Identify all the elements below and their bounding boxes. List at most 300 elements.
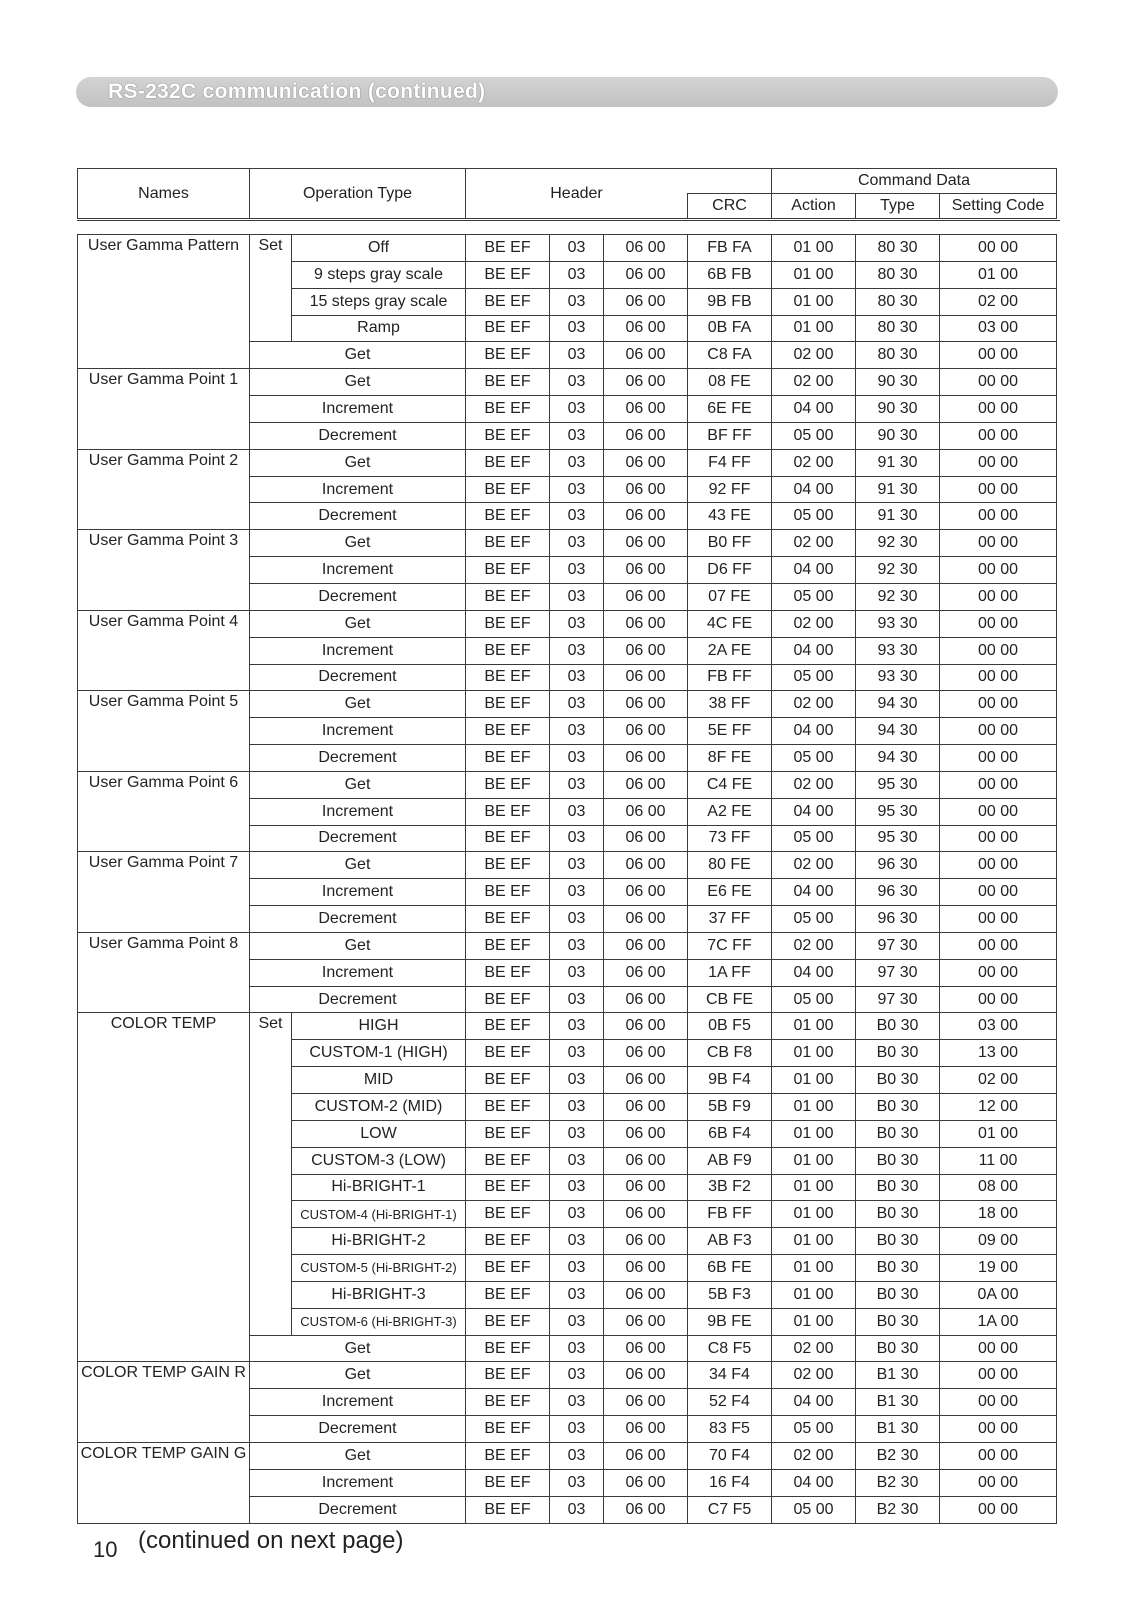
type-value: 94 30	[856, 691, 940, 718]
header-byte-2: 03	[550, 476, 604, 503]
setting-code-value: 00 00	[940, 771, 1057, 798]
header-operation-type: Operation Type	[250, 169, 466, 219]
type-value: B0 30	[856, 1335, 940, 1362]
type-value: 96 30	[856, 906, 940, 933]
header-byte-2: 03	[550, 1120, 604, 1147]
header-byte-2: 03	[550, 1255, 604, 1282]
setting-code-value: 00 00	[940, 1335, 1057, 1362]
crc-value: 07 FE	[688, 583, 772, 610]
header-byte-3: 06 00	[604, 503, 688, 530]
crc-value: BF FF	[688, 422, 772, 449]
crc-value: F4 FF	[688, 449, 772, 476]
header-type: Type	[856, 194, 940, 219]
operation-type: Increment	[250, 879, 466, 906]
operation-type: Get	[250, 852, 466, 879]
setting-code-value: 00 00	[940, 1469, 1057, 1496]
header-byte-1: BE EF	[466, 610, 550, 637]
action-value: 01 00	[772, 1040, 856, 1067]
table-row	[78, 691, 1057, 718]
action-value: 04 00	[772, 476, 856, 503]
setting-code-value: 00 00	[940, 745, 1057, 772]
action-value: 01 00	[772, 1281, 856, 1308]
header-byte-3: 06 00	[604, 771, 688, 798]
crc-value: 9B FB	[688, 288, 772, 315]
header-byte-1: BE EF	[466, 1281, 550, 1308]
header-byte-3: 06 00	[604, 396, 688, 423]
header-byte-1: BE EF	[466, 1040, 550, 1067]
type-value: 96 30	[856, 879, 940, 906]
header-byte-2: 03	[550, 557, 604, 584]
action-value: 01 00	[772, 1013, 856, 1040]
header-byte-3: 06 00	[604, 342, 688, 369]
header-byte-1: BE EF	[466, 557, 550, 584]
header-byte-2: 03	[550, 1228, 604, 1255]
table-row	[78, 932, 1057, 959]
continued-note: (continued on next page)	[138, 1527, 404, 1554]
crc-value: 2A FE	[688, 637, 772, 664]
action-value: 01 00	[772, 261, 856, 288]
header-byte-2: 03	[550, 932, 604, 959]
command-table-header	[77, 168, 1057, 219]
header-byte-1: BE EF	[466, 1067, 550, 1094]
crc-value: 08 FE	[688, 369, 772, 396]
header-byte-2: 03	[550, 906, 604, 933]
header-byte-3: 06 00	[604, 932, 688, 959]
command-table	[77, 234, 1057, 1524]
header-byte-1: BE EF	[466, 1416, 550, 1443]
header-byte-2: 03	[550, 315, 604, 342]
operation-type: Decrement	[250, 1416, 466, 1443]
operation-type: Increment	[250, 396, 466, 423]
operation-type: 9 steps gray scale	[292, 261, 466, 288]
header-byte-3: 06 00	[604, 745, 688, 772]
crc-value: C7 F5	[688, 1496, 772, 1523]
command-name: COLOR TEMP	[78, 1013, 250, 1362]
action-value: 02 00	[772, 1442, 856, 1469]
type-value: 80 30	[856, 342, 940, 369]
header-byte-2: 03	[550, 261, 604, 288]
header-byte-1: BE EF	[466, 1174, 550, 1201]
setting-code-value: 09 00	[940, 1228, 1057, 1255]
header-byte-3: 06 00	[604, 852, 688, 879]
type-value: B0 30	[856, 1308, 940, 1335]
header-byte-3: 06 00	[604, 583, 688, 610]
type-value: 80 30	[856, 261, 940, 288]
header-byte-1: BE EF	[466, 1335, 550, 1362]
header-byte-1: BE EF	[466, 1201, 550, 1228]
header-byte-2: 03	[550, 1013, 604, 1040]
header-byte-1: BE EF	[466, 369, 550, 396]
header-byte-1: BE EF	[466, 342, 550, 369]
crc-value: CB FE	[688, 986, 772, 1013]
action-value: 04 00	[772, 798, 856, 825]
header-byte-1: BE EF	[466, 1389, 550, 1416]
header-byte-3: 06 00	[604, 1228, 688, 1255]
operation-type: Hi-BRIGHT-2	[292, 1228, 466, 1255]
page-number: 10	[93, 1537, 118, 1562]
type-value: 96 30	[856, 852, 940, 879]
action-value: 05 00	[772, 986, 856, 1013]
header-divider	[77, 220, 1060, 221]
header-byte-3: 06 00	[604, 1335, 688, 1362]
header-byte-2: 03	[550, 1281, 604, 1308]
setting-code-value: 00 00	[940, 825, 1057, 852]
crc-value: C8 FA	[688, 342, 772, 369]
action-value: 04 00	[772, 557, 856, 584]
setting-code-value: 00 00	[940, 1389, 1057, 1416]
crc-value: AB F3	[688, 1228, 772, 1255]
operation-type: Get	[250, 342, 466, 369]
setting-code-value: 00 00	[940, 235, 1057, 262]
crc-value: 7C FF	[688, 932, 772, 959]
crc-value: AB F9	[688, 1147, 772, 1174]
setting-code-value: 00 00	[940, 1362, 1057, 1389]
header-byte-1: BE EF	[466, 1362, 550, 1389]
header-byte-2: 03	[550, 1496, 604, 1523]
header-byte-1: BE EF	[466, 1120, 550, 1147]
action-value: 01 00	[772, 235, 856, 262]
operation-type: Increment	[250, 557, 466, 584]
type-value: B1 30	[856, 1416, 940, 1443]
header-byte-1: BE EF	[466, 1255, 550, 1282]
operation-type: Get	[250, 1442, 466, 1469]
section-banner	[76, 77, 1058, 107]
operation-type: Decrement	[250, 906, 466, 933]
crc-value: 80 FE	[688, 852, 772, 879]
header-byte-2: 03	[550, 583, 604, 610]
type-value: B2 30	[856, 1442, 940, 1469]
type-value: B1 30	[856, 1389, 940, 1416]
header-byte-1: BE EF	[466, 503, 550, 530]
crc-value: 52 F4	[688, 1389, 772, 1416]
crc-value: D6 FF	[688, 557, 772, 584]
operation-type: Ramp	[292, 315, 466, 342]
type-value: 90 30	[856, 422, 940, 449]
action-value: 02 00	[772, 610, 856, 637]
setting-code-value: 0A 00	[940, 1281, 1057, 1308]
header-byte-2: 03	[550, 288, 604, 315]
setting-code-value: 00 00	[940, 664, 1057, 691]
header-byte-1: BE EF	[466, 825, 550, 852]
action-value: 04 00	[772, 879, 856, 906]
operation-type: Hi-BRIGHT-1	[292, 1174, 466, 1201]
table-row	[78, 1362, 1057, 1389]
table-row	[78, 449, 1057, 476]
operation-type: Increment	[250, 718, 466, 745]
header-byte-2: 03	[550, 664, 604, 691]
setting-code-value: 00 00	[940, 342, 1057, 369]
header-byte-2: 03	[550, 798, 604, 825]
header-byte-1: BE EF	[466, 476, 550, 503]
action-value: 04 00	[772, 637, 856, 664]
crc-value: 3B F2	[688, 1174, 772, 1201]
setting-code-value: 18 00	[940, 1201, 1057, 1228]
operation-type: Decrement	[250, 422, 466, 449]
operation-type: CUSTOM-3 (LOW)	[292, 1147, 466, 1174]
type-value: 97 30	[856, 986, 940, 1013]
setting-code-value: 00 00	[940, 718, 1057, 745]
header-byte-3: 06 00	[604, 1496, 688, 1523]
header-byte-1: BE EF	[466, 261, 550, 288]
table-row	[78, 771, 1057, 798]
header-byte-3: 06 00	[604, 798, 688, 825]
header-byte-3: 06 00	[604, 1362, 688, 1389]
command-name: User Gamma Point 8	[78, 932, 250, 1013]
set-label: Set	[250, 1013, 292, 1335]
header-byte-3: 06 00	[604, 422, 688, 449]
header-byte-2: 03	[550, 1067, 604, 1094]
setting-code-value: 00 00	[940, 476, 1057, 503]
type-value: B0 30	[856, 1094, 940, 1121]
header-byte-2: 03	[550, 422, 604, 449]
operation-type: Off	[292, 235, 466, 262]
header-byte-2: 03	[550, 1308, 604, 1335]
type-value: B0 30	[856, 1281, 940, 1308]
header-byte-3: 06 00	[604, 986, 688, 1013]
crc-value: 5B F3	[688, 1281, 772, 1308]
header-byte-3: 06 00	[604, 637, 688, 664]
header-byte-1: BE EF	[466, 235, 550, 262]
operation-type: Decrement	[250, 986, 466, 1013]
crc-value: 16 F4	[688, 1469, 772, 1496]
command-name: User Gamma Point 3	[78, 530, 250, 611]
header-byte-1: BE EF	[466, 664, 550, 691]
operation-type: Decrement	[250, 664, 466, 691]
type-value: 97 30	[856, 932, 940, 959]
header-byte-1: BE EF	[466, 637, 550, 664]
setting-code-value: 03 00	[940, 1013, 1057, 1040]
type-value: 91 30	[856, 476, 940, 503]
action-value: 05 00	[772, 1416, 856, 1443]
header-byte-2: 03	[550, 530, 604, 557]
action-value: 05 00	[772, 664, 856, 691]
type-value: B0 30	[856, 1067, 940, 1094]
crc-value: 6B FB	[688, 261, 772, 288]
header-byte-2: 03	[550, 1201, 604, 1228]
header-byte-1: BE EF	[466, 1094, 550, 1121]
action-value: 01 00	[772, 315, 856, 342]
table-row	[78, 852, 1057, 879]
crc-value: E6 FE	[688, 879, 772, 906]
type-value: 95 30	[856, 825, 940, 852]
setting-code-value: 1A 00	[940, 1308, 1057, 1335]
header-byte-2: 03	[550, 959, 604, 986]
header-byte-1: BE EF	[466, 1228, 550, 1255]
header-crc: CRC	[688, 194, 772, 219]
action-value: 02 00	[772, 852, 856, 879]
header-byte-2: 03	[550, 1335, 604, 1362]
header-byte-1: BE EF	[466, 1013, 550, 1040]
type-value: 92 30	[856, 583, 940, 610]
crc-value: 6B F4	[688, 1120, 772, 1147]
setting-code-value: 00 00	[940, 986, 1057, 1013]
header-byte-2: 03	[550, 825, 604, 852]
action-value: 01 00	[772, 1067, 856, 1094]
setting-code-value: 00 00	[940, 1496, 1057, 1523]
header-byte-3: 06 00	[604, 879, 688, 906]
setting-code-value: 11 00	[940, 1147, 1057, 1174]
header-byte-3: 06 00	[604, 825, 688, 852]
type-value: B0 30	[856, 1228, 940, 1255]
header-byte-2: 03	[550, 745, 604, 772]
header-byte-2: 03	[550, 1040, 604, 1067]
operation-type: Increment	[250, 798, 466, 825]
table-row	[78, 1013, 1057, 1040]
type-value: B1 30	[856, 1362, 940, 1389]
action-value: 01 00	[772, 1255, 856, 1282]
crc-value: 9B F4	[688, 1067, 772, 1094]
type-value: B0 30	[856, 1255, 940, 1282]
type-value: 90 30	[856, 396, 940, 423]
crc-value: 92 FF	[688, 476, 772, 503]
header-byte-1: BE EF	[466, 1469, 550, 1496]
header-byte-3: 06 00	[604, 261, 688, 288]
type-value: 93 30	[856, 610, 940, 637]
command-name: User Gamma Point 6	[78, 771, 250, 852]
command-name: User Gamma Point 7	[78, 852, 250, 933]
type-value: 80 30	[856, 288, 940, 315]
header-byte-3: 06 00	[604, 369, 688, 396]
header-names: Names	[78, 169, 250, 219]
type-value: B2 30	[856, 1496, 940, 1523]
header-byte-3: 06 00	[604, 1013, 688, 1040]
setting-code-value: 00 00	[940, 396, 1057, 423]
header-byte-1: BE EF	[466, 315, 550, 342]
set-label: Set	[250, 235, 292, 342]
action-value: 04 00	[772, 396, 856, 423]
setting-code-value: 00 00	[940, 906, 1057, 933]
table-row	[78, 610, 1057, 637]
crc-value: A2 FE	[688, 798, 772, 825]
type-value: 95 30	[856, 771, 940, 798]
action-value: 01 00	[772, 1308, 856, 1335]
setting-code-value: 00 00	[940, 449, 1057, 476]
action-value: 01 00	[772, 1147, 856, 1174]
action-value: 05 00	[772, 422, 856, 449]
header-byte-3: 06 00	[604, 1442, 688, 1469]
header-byte-3: 06 00	[604, 1120, 688, 1147]
header-byte-1: BE EF	[466, 1442, 550, 1469]
operation-type: CUSTOM-5 (Hi-BRIGHT-2)	[292, 1255, 466, 1282]
header-byte-2: 03	[550, 771, 604, 798]
header-byte-1: BE EF	[466, 422, 550, 449]
type-value: 92 30	[856, 530, 940, 557]
header-byte-2: 03	[550, 637, 604, 664]
operation-type: Get	[250, 771, 466, 798]
operation-type: Hi-BRIGHT-3	[292, 1281, 466, 1308]
action-value: 01 00	[772, 1228, 856, 1255]
setting-code-value: 00 00	[940, 530, 1057, 557]
header-byte-3: 06 00	[604, 235, 688, 262]
setting-code-value: 00 00	[940, 852, 1057, 879]
setting-code-value: 12 00	[940, 1094, 1057, 1121]
header-byte-2: 03	[550, 852, 604, 879]
operation-type: Decrement	[250, 1496, 466, 1523]
action-value: 05 00	[772, 745, 856, 772]
operation-type: Get	[250, 691, 466, 718]
setting-code-value: 00 00	[940, 503, 1057, 530]
header-byte-2: 03	[550, 610, 604, 637]
header-byte-3: 06 00	[604, 1174, 688, 1201]
setting-code-value: 00 00	[940, 879, 1057, 906]
crc-value: 0B FA	[688, 315, 772, 342]
header-byte-1: BE EF	[466, 1147, 550, 1174]
type-value: 92 30	[856, 557, 940, 584]
type-value: 94 30	[856, 745, 940, 772]
operation-type: Get	[250, 530, 466, 557]
header-byte-1: BE EF	[466, 396, 550, 423]
crc-value: C8 F5	[688, 1335, 772, 1362]
header-byte-3: 06 00	[604, 1201, 688, 1228]
command-name: User Gamma Point 5	[78, 691, 250, 772]
header-byte-1: BE EF	[466, 771, 550, 798]
command-name: User Gamma Point 1	[78, 369, 250, 450]
header-byte-3: 06 00	[604, 906, 688, 933]
action-value: 01 00	[772, 1094, 856, 1121]
header-byte-2: 03	[550, 1362, 604, 1389]
setting-code-value: 00 00	[940, 610, 1057, 637]
header-byte-2: 03	[550, 1416, 604, 1443]
action-value: 02 00	[772, 1362, 856, 1389]
header-byte-1: BE EF	[466, 852, 550, 879]
header-byte-3: 06 00	[604, 315, 688, 342]
type-value: B0 30	[856, 1147, 940, 1174]
header-byte-2: 03	[550, 1442, 604, 1469]
crc-value: 0B F5	[688, 1013, 772, 1040]
header-command-data: Command Data	[772, 169, 1057, 194]
header-byte-1: BE EF	[466, 1496, 550, 1523]
action-value: 02 00	[772, 369, 856, 396]
setting-code-value: 00 00	[940, 583, 1057, 610]
header-byte-1: BE EF	[466, 449, 550, 476]
operation-type: 15 steps gray scale	[292, 288, 466, 315]
header-byte-1: BE EF	[466, 718, 550, 745]
action-value: 02 00	[772, 771, 856, 798]
type-value: 97 30	[856, 959, 940, 986]
operation-type: Decrement	[250, 503, 466, 530]
header-byte-1: BE EF	[466, 879, 550, 906]
header-byte-3: 06 00	[604, 1416, 688, 1443]
action-value: 02 00	[772, 1335, 856, 1362]
setting-code-value: 02 00	[940, 288, 1057, 315]
header-byte-3: 06 00	[604, 476, 688, 503]
operation-type: HIGH	[292, 1013, 466, 1040]
header-byte-3: 06 00	[604, 610, 688, 637]
header-action: Action	[772, 194, 856, 219]
action-value: 02 00	[772, 342, 856, 369]
header-crc-blank	[688, 169, 772, 194]
command-name: COLOR TEMP GAIN R	[78, 1362, 250, 1443]
type-value: 94 30	[856, 718, 940, 745]
crc-value: C4 FE	[688, 771, 772, 798]
setting-code-value: 00 00	[940, 932, 1057, 959]
crc-value: 83 F5	[688, 1416, 772, 1443]
header-byte-3: 06 00	[604, 1094, 688, 1121]
operation-type: Get	[250, 1335, 466, 1362]
command-name: User Gamma Point 2	[78, 449, 250, 530]
header-byte-3: 06 00	[604, 1040, 688, 1067]
command-name: User Gamma Point 4	[78, 610, 250, 691]
type-value: 90 30	[856, 369, 940, 396]
header-byte-3: 06 00	[604, 1389, 688, 1416]
action-value: 05 00	[772, 825, 856, 852]
crc-value: 34 F4	[688, 1362, 772, 1389]
header-byte-3: 06 00	[604, 1147, 688, 1174]
header-byte-3: 06 00	[604, 1308, 688, 1335]
header-byte-1: BE EF	[466, 745, 550, 772]
crc-value: 4C FE	[688, 610, 772, 637]
type-value: B0 30	[856, 1040, 940, 1067]
